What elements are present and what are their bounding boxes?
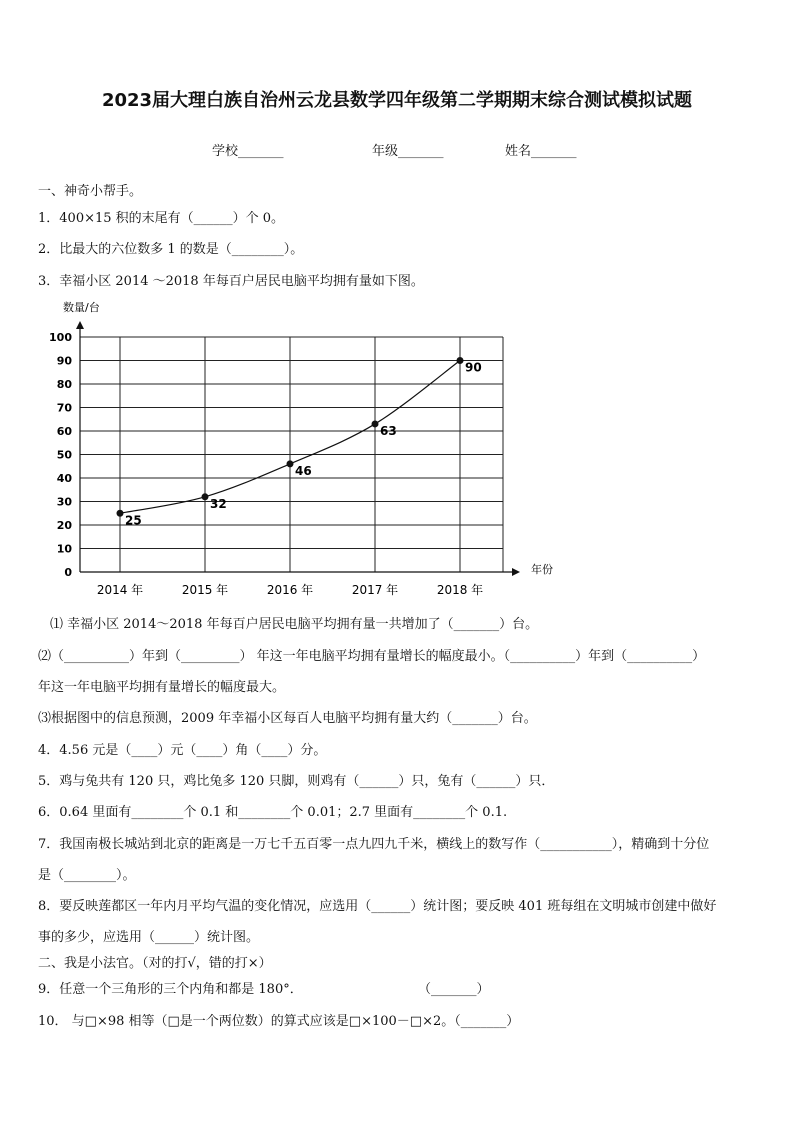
question-3-1: ⑴ 幸福小区 2014～2018 年每百户居民电脑平均拥有量一共增加了（_______）台。 <box>50 617 539 632</box>
question-7b: 是（________）。 <box>38 868 136 883</box>
data-point <box>202 493 209 500</box>
data-label: 90 <box>465 360 482 375</box>
chart-axes <box>76 321 520 576</box>
chart-grid <box>80 337 503 572</box>
name-field[interactable]: 姓名_______ <box>505 144 577 159</box>
question-3-2b: 年这一年电脑平均拥有量增长的幅度最大。 <box>38 680 286 695</box>
x-tick-label: 2017 年 <box>351 583 399 597</box>
data-label: 25 <box>125 513 142 528</box>
x-tick-label: 2014 年 <box>96 583 144 597</box>
y-tick-label: 70 <box>56 401 72 415</box>
data-point <box>457 357 464 364</box>
data-label: 46 <box>295 463 312 478</box>
y-tick-label: 90 <box>56 354 72 368</box>
y-tick-label: 50 <box>56 448 72 462</box>
x-tick-label: 2016 年 <box>266 583 314 597</box>
question-8a: 8．要反映莲都区一年内月平均气温的变化情况，应选用（______）统计图；要反映 401 班每组在文明城市创建中做好 <box>38 899 717 914</box>
data-point <box>287 460 294 467</box>
y-tick-label: 60 <box>56 425 72 438</box>
data-label: 32 <box>210 496 227 511</box>
y-tick-label: 30 <box>56 495 72 509</box>
question-7a: 7．我国南极长城站到北京的距离是一万七千五百零一点九四九千米，横线上的数写作（___________），精确到十分位 <box>38 837 710 852</box>
chart-ticks <box>49 331 483 597</box>
section-2-heading: 二、我是小法官。（对的打√，错的打×） <box>38 956 272 971</box>
question-3: 3．幸福小区 2014 ～2018 年每百户居民电脑平均拥有量如下图。 <box>38 274 424 289</box>
question-9-blank[interactable]: （_______） <box>418 982 490 997</box>
page-title: 2023届大理白族自治州云龙县数学四年级第二学期期末综合测试模拟试题 <box>101 90 693 111</box>
data-label: 63 <box>380 423 397 438</box>
y-tick-label: 100 <box>49 331 72 344</box>
question-1: 1．400×15 积的末尾有（______）个 0。 <box>38 211 285 226</box>
x-tick-label: 2018 年 <box>436 583 484 597</box>
y-tick-label: 10 <box>56 542 72 556</box>
question-5: 5．鸡与兔共有 120 只，鸡比兔多 120 只脚，则鸡有（______）只，兔有（______）只． <box>38 774 555 789</box>
grade-field[interactable]: 年级_______ <box>372 144 444 159</box>
data-point <box>117 510 124 517</box>
section-1-heading: 一、神奇小帮手。 <box>38 184 143 199</box>
question-3-3: ⑶根据图中的信息预测，2009 年幸福小区每百人电脑平均拥有量大约（_______）台。 <box>38 711 537 726</box>
x-axis-label: 年份 <box>531 563 553 576</box>
y-tick-label: 80 <box>56 378 72 391</box>
x-axis-arrow <box>512 568 520 576</box>
school-field[interactable]: 学校_______ <box>212 144 284 159</box>
question-8b: 事的多少，应选用（______）统计图。 <box>38 930 260 945</box>
x-tick-label: 2015 年 <box>181 583 229 597</box>
question-6: 6．0.64 里面有________个 0.1 和________个 0.01；2.7 里面有________个 0.1. <box>38 805 508 820</box>
y-tick-label: 40 <box>56 472 72 485</box>
y-tick-label: 20 <box>56 519 72 532</box>
y-axis-arrow <box>76 321 84 329</box>
question-4: 4．4.56 元是（____）元（____）角（____）分。 <box>38 743 327 758</box>
data-point <box>372 420 379 427</box>
question-9: 9．任意一个三角形的三个内角和都是 180°． <box>38 982 303 997</box>
y-axis-label: 数量/台 <box>63 301 100 314</box>
question-2: 2．比最大的六位数多 1 的数是（________）。 <box>38 242 304 257</box>
question-10: 10． 与□×98 相等（□是一个两位数）的算式应该是□×100－□×2。（_______） <box>38 1014 520 1029</box>
question-3-2a: ⑵（__________）年到（_________） 年这一年电脑平均拥有量增长的幅度最小。（__________）年到（__________） <box>38 649 706 664</box>
y-tick-label: 0 <box>64 566 72 579</box>
